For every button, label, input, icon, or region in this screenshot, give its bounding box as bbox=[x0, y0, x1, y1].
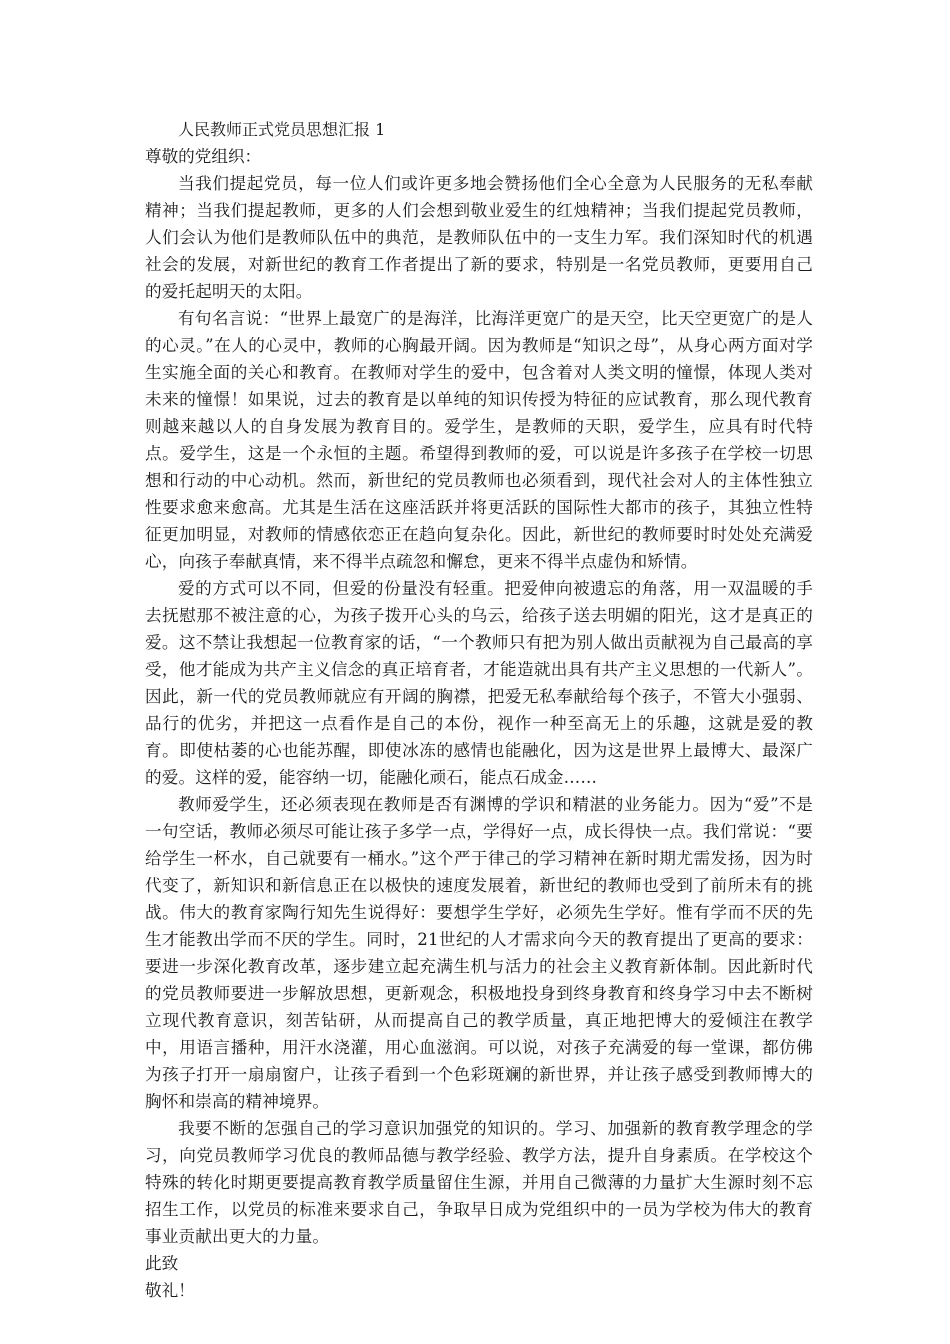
closing-ci-zhi: 此致 bbox=[145, 1254, 179, 1273]
salutation: 尊敬的党组织： bbox=[145, 147, 262, 166]
document-title: 人民教师正式党员思想汇报 1 bbox=[178, 120, 386, 139]
closing-jing-li: 敬礼！ bbox=[145, 1281, 195, 1300]
document-page bbox=[145, 116, 813, 1304]
paragraph-1: 当我们提起党员，每一位人们或许更多地会赞扬他们全心全意为人民服务的无私奉献精神；当我们提起教师，更多的人们会想到敬业爱生的红烛精神；当我们提起党员教师，人们会认为他们是教师队伍中的典范，是教师队伍中的一支生力军。我们深知时代的机遇社会的发展，对新世纪的教育工作者提出了新的要求，特别是一名党员教师，更要用自己的爱托起明天的太阳。 bbox=[145, 174, 813, 301]
paragraph-2: 有句名言说：“世界上最宽广的是海洋，比海洋更宽广的是天空，比天空更宽广的是人的心灵。”在人的心灵中，教师的心胸最开阔。因为教师是“知识之母”，从身心两方面对学生实施全面的关心和教育。在教师对学生的爱中，包含着对人类文明的憧憬，体现人类对未来的憧憬！如果说，过去的教育是以单纯的知识传授为特征的应试教育，那么现代教育则越来越以人的自身发展为教育目的。爱学生，是教师的天职，爱学生，应具有时代特点。爱学生，这是一个永恒的主题。希望得到教师的爱，可以说是许多孩子在学校一切思想和行动的中心动机。然而，新世纪的党员教师也必须看到，现代社会对人的主体性独立性要求愈来愈高。尤其是生活在这座活跃并将更活跃的国际性大都市的孩子，其独立性特征更加明显，对教师的情感依恋正在趋向复杂化。因此，新世纪的教师要时时处处充满爱心，向孩子奉献真情，来不得半点疏忽和懈怠，更来不得半点虚伪和矫情。 bbox=[145, 309, 813, 571]
paragraph-3: 爱的方式可以不同，但爱的份量没有轻重。把爱伸向被遗忘的角落，用一双温暖的手去抚慰那不被注意的心，为孩子拨开心头的乌云，给孩子送去明媚的阳光，这才是真正的爱。这不禁让我想起一位教育家的话，“一个教师只有把为别人做出贡献视为自己最高的享受，他才能成为共产主义信念的真正培育者，才能造就出具有共产主义思想的一代新人”。因此，新一代的党员教师就应有开阔的胸襟，把爱无私奉献给每个孩子，不管大小强弱、品行的优劣，并把这一点看作是自己的本份，视作一种至高无上的乐趣，这就是爱的教育。即使枯萎的心也能苏醒，即使冰冻的感情也能融化，因为这是世界上最博大、最深广的爱。这样的爱，能容纳一切，能融化顽石，能点石成金…… bbox=[145, 579, 813, 787]
paragraph-5: 我要不断的怎强自己的学习意识加强党的知识的。学习、加强新的教育教学理念的学习，向党员教师学习优良的教师品德与教学经验、教学方法，提升自身素质。在学校这个特殊的转化时期更要提高教育教学质量留住生源，并用自己微薄的力量扩大生源时刻不忘招生工作，以党员的标准来要求自己，争取早日成为党组织中的一员为学校为伟大的教育事业贡献出更大的力量。 bbox=[145, 1119, 813, 1246]
paragraph-4: 教师爱学生，还必须表现在教师是否有渊博的学识和精湛的业务能力。因为“爱”不是一句空话，教师必须尽可能让孩子多学一点，学得好一点，成长得快一点。我们常说：“要给学生一杯水，自己就要有一桶水。”这个严于律己的学习精神在新时期尤需发扬，因为时代变了，新知识和新信息正在以极快的速度发展着，新世纪的教师也受到了前所未有的挑战。伟大的教育家陶行知先生说得好：要想学生学好，必须先生学好。惟有学而不厌的先生才能教出学而不厌的学生。同时，21世纪的人才需求向今天的教育提出了更高的要求：要进一步深化教育改革，逐步建立起充满生机与活力的社会主义教育新体制。因此新时代的党员教师要进一步解放思想，更新观念，积极地投身到终身教育和终身学习中去不断树立现代教育意识，刻苦钻研，从而提高自己的教学质量，真正地把博大的爱倾注在教学中，用语言播种，用汗水浇灌，用心血滋润。可以说，对孩子充满爱的每一堂课，都仿佛为孩子打开一扇扇窗户，让孩子看到一个色彩斑斓的新世界，并让孩子感受到教师博大的胸怀和崇高的精神境界。 bbox=[145, 795, 813, 1111]
